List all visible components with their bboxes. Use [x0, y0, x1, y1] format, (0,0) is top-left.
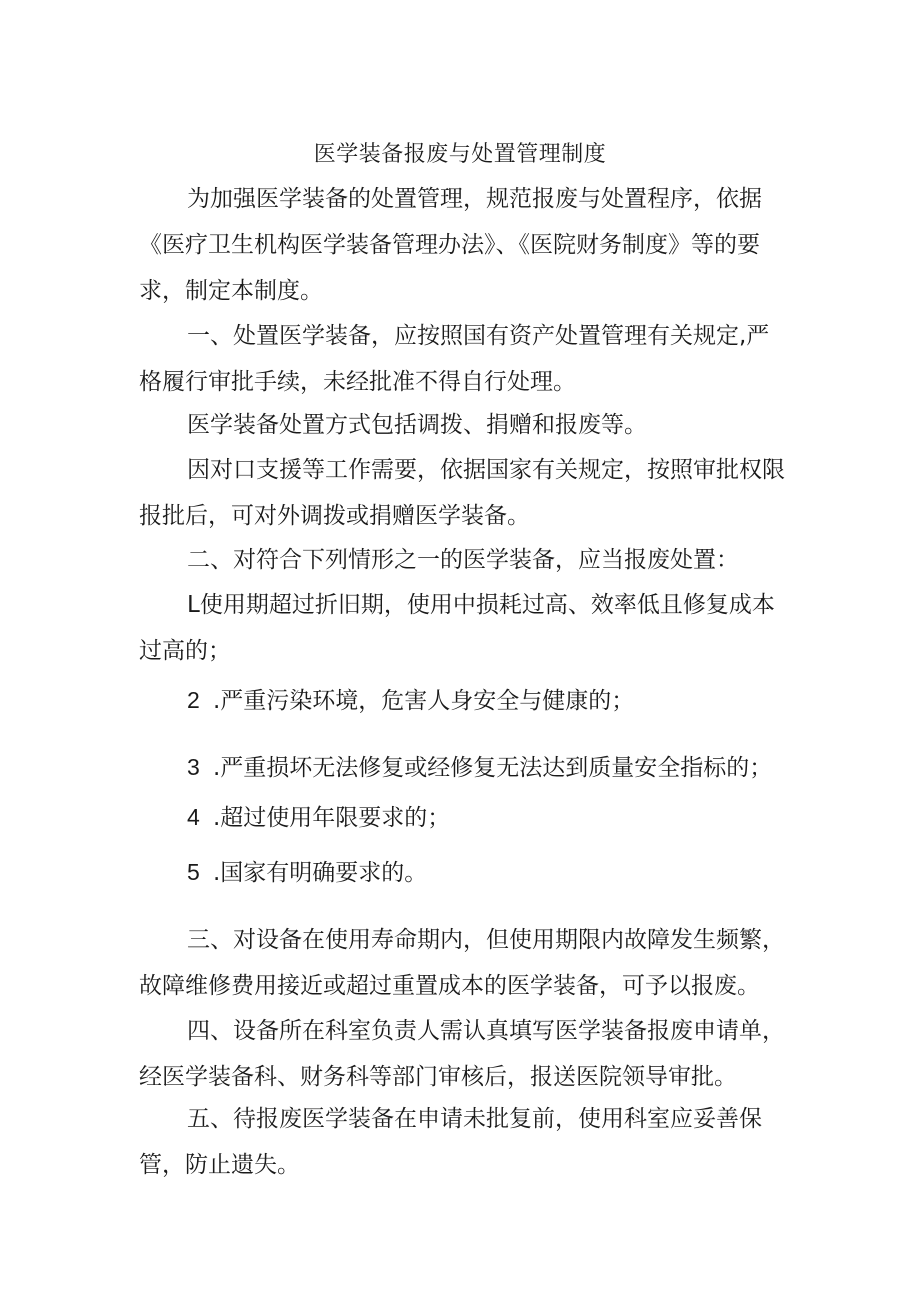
text-line: 五、待报废医学装备在申请未批复前，使用科室应妥善保 — [187, 1106, 762, 1132]
item-text: .超过使用年限要求的； — [213, 805, 451, 831]
paragraph-section-3 — [139, 917, 784, 1009]
text-line: 经医学装备科、财务科等部门审核后，报送医院领导审批。 — [139, 1064, 737, 1090]
text-line: 因对口支援等工作需要，依据国家有关规定，按照审批权限 — [187, 457, 785, 483]
text-line: 三、对设备在使用寿命期内，但使用期限内故障发生频繁， — [187, 927, 785, 953]
list-item-4 — [187, 794, 450, 841]
paragraph-transfer — [139, 447, 784, 539]
text-line: 医学装备处置方式包括调拨、捐赠和报废等。 — [187, 412, 647, 438]
list-item-2 — [187, 677, 634, 724]
text-line: 四、设备所在科室负责人需认真填写医学装备报废申请单， — [187, 1018, 785, 1044]
document-title: 医学装备报废与处置管理制度 — [313, 142, 607, 167]
item-number: 2 — [187, 687, 200, 713]
list-item-5 — [187, 849, 427, 896]
list-item-3 — [187, 744, 772, 791]
item-number: 5 — [187, 859, 200, 885]
paragraph-disposal-methods — [139, 402, 784, 448]
item-text: .严重污染环境，危害人身安全与健康的； — [213, 688, 635, 714]
list-item-1 — [139, 582, 784, 674]
text-line: 二、对符合下列情形之一的医学装备，应当报废处置： — [187, 547, 739, 573]
item-number: 4 — [187, 804, 200, 830]
item-text: .国家有明确要求的。 — [213, 860, 428, 886]
text-line: 格履行审批手续，未经批准不得自行处理。 — [139, 369, 576, 395]
paragraph-section-2 — [139, 537, 784, 583]
text-line: 报批后，可对外调拨或捐赠医学装备。 — [139, 503, 530, 529]
text-line: 一、处置医学装备，应按照国有资产处置管理有关规定,严 — [187, 323, 770, 349]
item-text: .严重损坏无法修复或经修复无法达到质量安全指标的； — [213, 755, 773, 781]
text-line: 为加强医学装备的处置管理，规范报废与处置程序，依据 — [187, 186, 762, 212]
paragraph-section-1 — [139, 313, 784, 405]
text-line: 故障维修费用接近或超过重置成本的医学装备，可予以报废。 — [139, 973, 760, 999]
paragraph-section-5 — [139, 1096, 784, 1188]
text-line: 《医疗卫生机构医学装备管理办法》、《医院财务制度》等的要 — [139, 232, 760, 258]
text-line: 过高的； — [139, 638, 231, 664]
paragraph-section-4 — [139, 1008, 784, 1100]
text-line: L使用期超过折旧期，使用中损耗过高、效率低且修复成本 — [187, 592, 775, 618]
paragraph-intro — [139, 176, 784, 314]
text-line: 管，防止遗失。 — [139, 1152, 300, 1178]
text-line: 求，制定本制度。 — [139, 278, 323, 304]
item-number: 3 — [187, 754, 200, 780]
